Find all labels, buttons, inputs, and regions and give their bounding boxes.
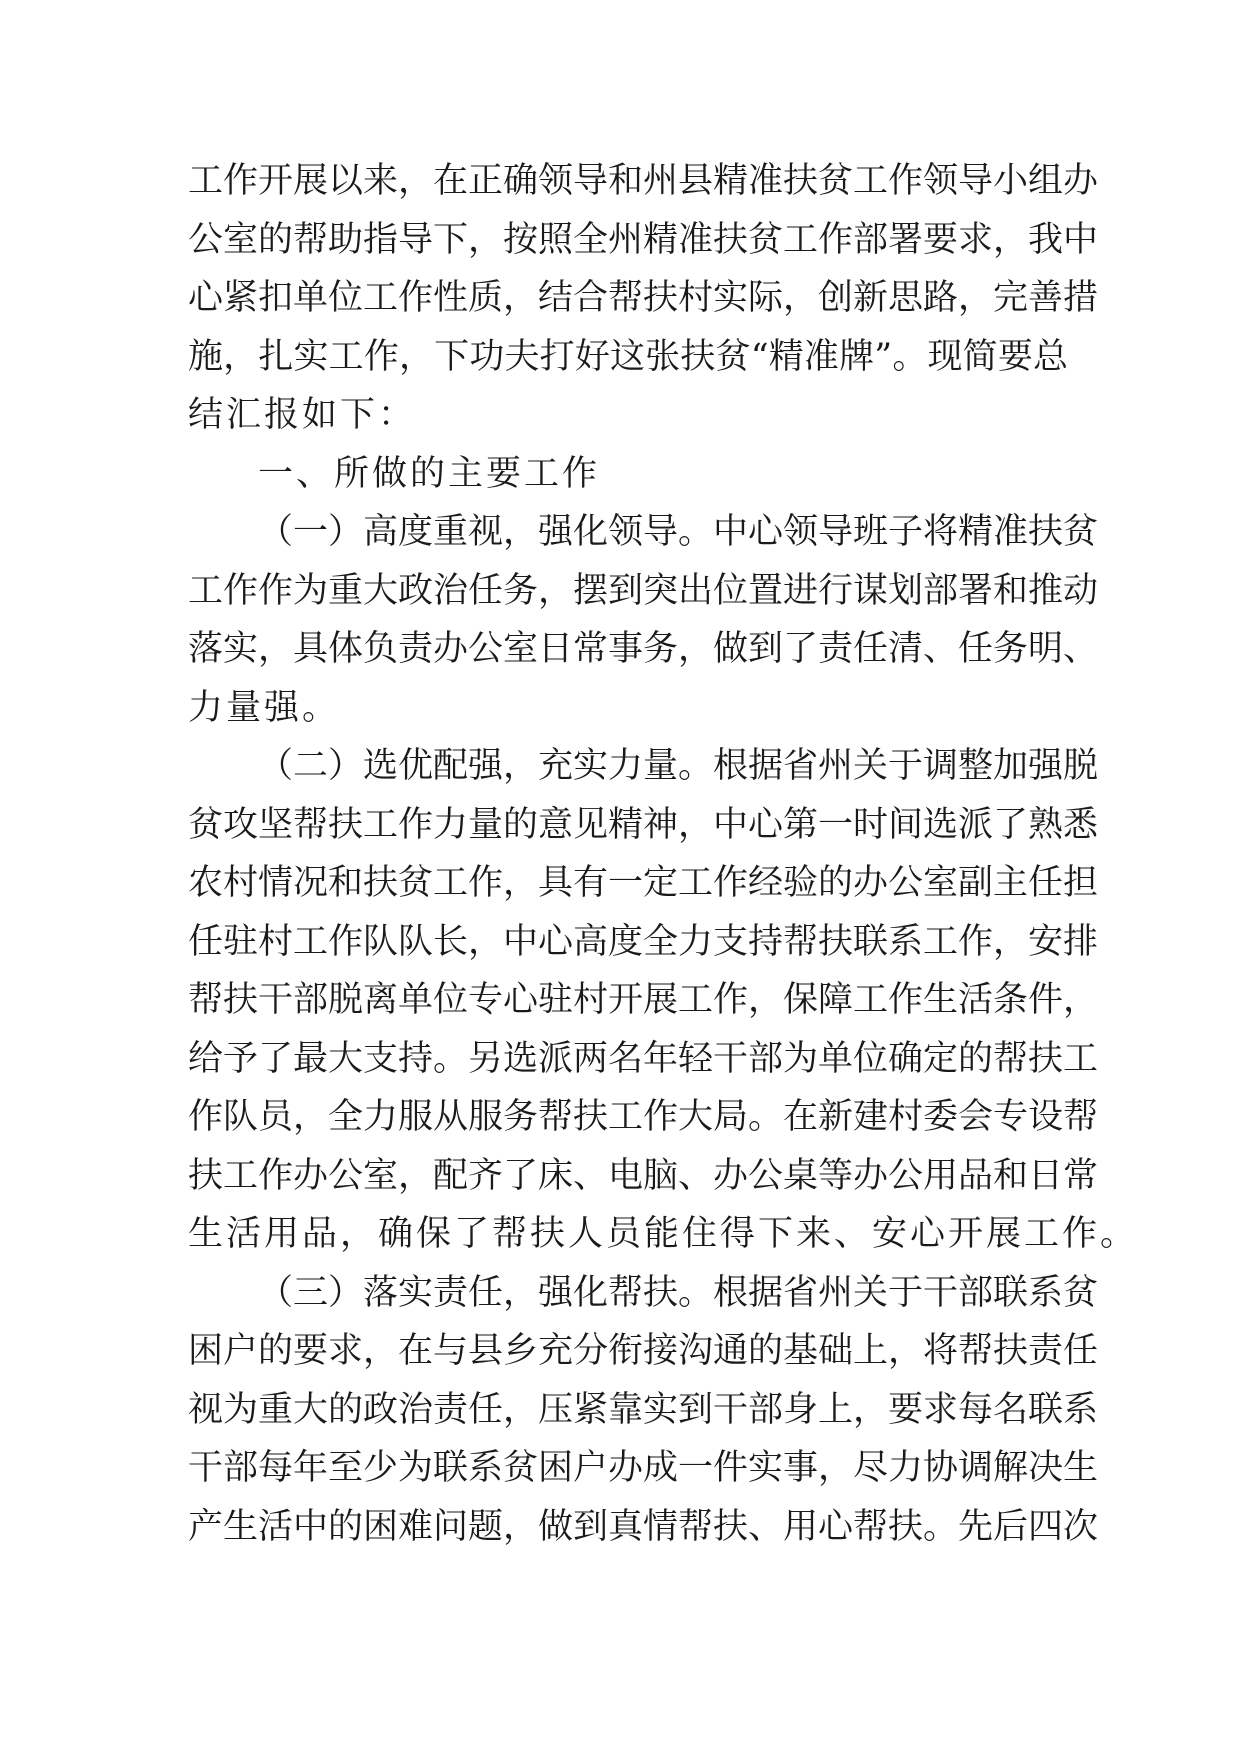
text-line: 施，扎实工作，下功夫打好这张扶贫“精准牌”。现简要总: [188, 336, 1068, 377]
text-line: 任驻村工作队队长，中心高度全力支持帮扶联系工作，安排: [188, 921, 1099, 962]
text-line: 给予了最大支持。另选派两名年轻干部为单位确定的帮扶工: [188, 1038, 1099, 1079]
text-line: 视为重大的政治责任，压紧靠实到干部身上，要求每名联系: [188, 1389, 1099, 1430]
text-line: 生活用品，确保了帮扶人员能住得下来、安心开展工作。: [188, 1214, 1139, 1254]
section-heading: 一、所做的主要工作: [258, 453, 601, 494]
text-line: 工作开展以来，在正确领导和州县精准扶贫工作领导小组办: [188, 161, 1099, 201]
text-line: 公室的帮助指导下，按照全州精准扶贫工作部署要求，我中: [188, 219, 1099, 260]
text-line: 干部每年至少为联系贫困户办成一件实事，尽力协调解决生: [188, 1448, 1099, 1488]
text-line: 心紧扣单位工作性质，结合帮扶村实际，创新思路，完善措: [188, 278, 1099, 318]
text-line: 工作作为重大政治任务，摆到突出位置进行谋划部署和推动: [188, 570, 1099, 611]
text-line: 困户的要求，在与县乡充分衔接沟通的基础上，将帮扶责任: [188, 1331, 1099, 1371]
text-line: 落实，具体负责办公室日常事务，做到了责任清、任务明、: [188, 629, 1099, 669]
text-line: 结汇报如下：: [188, 395, 417, 435]
paragraph-first-line: （三）落实责任，强化帮扶。根据省州关于干部联系贫: [258, 1272, 1099, 1313]
text-line: 帮扶干部脱离单位专心驻村开展工作，保障工作生活条件，: [188, 980, 1099, 1020]
paragraph-first-line: （二）选优配强，充实力量。根据省州关于调整加强脱: [258, 746, 1099, 786]
text-line: 产生活中的困难问题，做到真情帮扶、用心帮扶。先后四次: [188, 1506, 1099, 1547]
document-body: [188, 152, 1139, 1556]
text-line: 作队员，全力服从服务帮扶工作大局。在新建村委会专设帮: [188, 1097, 1099, 1137]
text-line: 扶工作办公室，配齐了床、电脑、办公桌等办公用品和日常: [188, 1155, 1099, 1196]
paragraph-first-line: （一）高度重视，强化领导。中心领导班子将精准扶贫: [258, 512, 1099, 552]
text-line: 力量强。: [188, 687, 341, 728]
text-line: 农村情况和扶贫工作，具有一定工作经验的办公室副主任担: [188, 863, 1099, 903]
text-line: 贫攻坚帮扶工作力量的意见精神，中心第一时间选派了熟悉: [188, 804, 1099, 845]
